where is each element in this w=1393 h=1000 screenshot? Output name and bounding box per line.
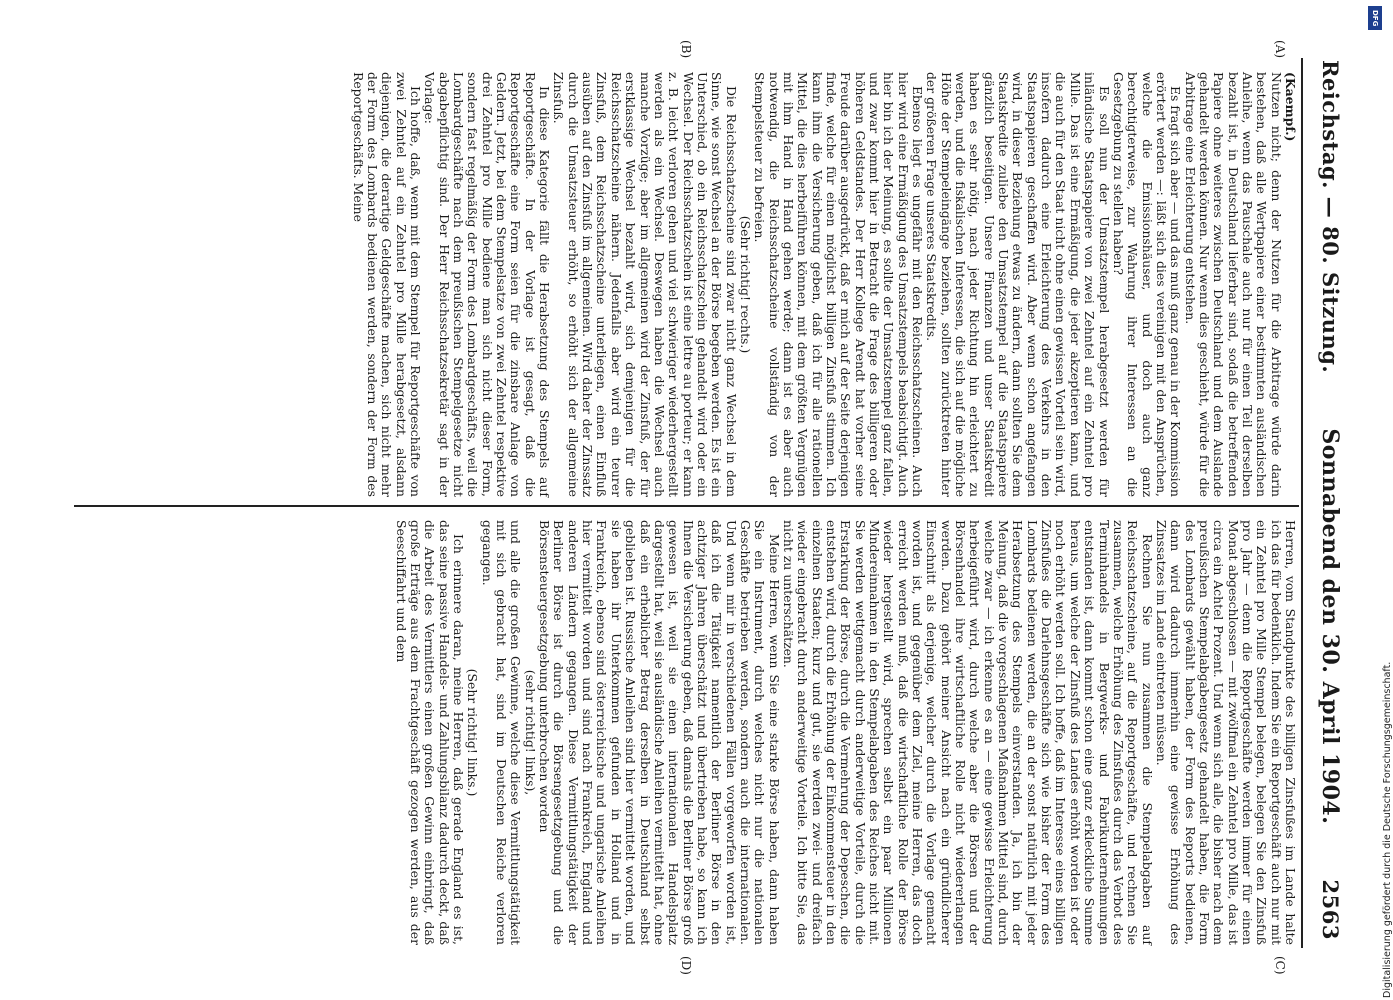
header-date: Sonnabend den 30. April 1904. <box>1317 428 1343 825</box>
paragraph: Ich erinnere daran, meine Herren, daß gerade England es ist, das seine passive Handels- und Zahlungsbilanz dadurch deckt, daß die Arbeit des Vermittlers einen großen Gewinn einbringt, daß große Erträge aus dem Frachtgeschäft gezogen werden, aus der Seeschiffahrt und dem <box>393 520 467 945</box>
paragraph: Rechnen Sie nun zusammen die Stempelabgaben auf Reichsschatzscheine, auf die Reportgeschäfte, und rechnen Sie zusammen, welche Erhöhung des Zinsfußes durch das Verbot des Terminhandels in Bergwerks- und Fabrikunternehmungen entstanden ist, dann kommt schon eine ganz erkleckliche Summe heraus, um welche der Zinsfuß des Landes erhöht worden ist oder noch erhöht werden soll. Ich hoffe, daß im Interesse eines billigen Zinsfußes die Darlehnsgeschäfte sich wie bisher der Form des Lombards bedienen werden, die an der sonst natürlich mit jeder Herabsetzung des Stempels einverstanden. Ja, ich bin der Meinung, daß die vorgeschlagenen Maßnahmen Mittel sind, durch welche zwar — ich erkenne es an — eine gewisse Erleichterung herbeigeführt wird, durch welche aber die Börsen und der Börsenhandel ihre wirtschaftliche Rolle nicht wiedererlangen werden. Dazu gehört meiner Ansicht nach ein gründlicherer Einschnitt als derjenige, welcher durch die Vorlage gemacht worden ist, und gegenüber dem Ziel, meine Herren, das doch erreicht werden muß, daß die wirtschaftliche Rolle der Börse wieder hergestellt wird, sprechen selbst ein paar Millionen Mindereinnahmen in den Stempelabgaben des Reiches nicht mit. Sie werden wettgemacht durch anderweitige Vorteile, durch die Erstarkung der Börse, durch die Vermehrung der Depeschen, die entstehen wird, durch die Erhöhung der Einkommensteuer in den einzelnen Staaten; kurz und gut, sie werden zwei- und dreifach wieder eingebracht durch anderweitige Vorteile. Ich bitte Sie, das nicht zu unterschätzen. <box>780 520 1155 945</box>
margin-mark-d: (D) <box>679 956 693 975</box>
right-column <box>82 520 1297 945</box>
paragraph: Es fragt sich aber — und das muß ganz genau in der Kommission erörtert werden —: läßt sich dies vereinigen mit den Ansprüchen, welche die Emissionshäuser, und doch auch ganz berechtigterweise, zur Wahrung ihrer Interessen an die Gesetzgebung zu stellen haben? <box>1110 72 1184 497</box>
paragraph: Es soll nun der Umsatzstempel herabgesetzt werden für inländische Staatspapiere von zwei Zehntel auf ein Zehntel pro Mille. Das ist eine Ermäßigung, die jeder akzeptieren kann, und die auch für den Staat nicht ohne einen gewissen Vorteil sein wird, insofern dadurch eine Erleichterung des Verkehrs in den Staatspapieren geschaffen wird. Aber wenn schon angefangen wird, in dieser Beziehung etwas zu ändern, dann sollten Sie dem Staatskredite zuliebe den Umsatzstempel auf die Staatspapiere gänzlich beseitigen. Unsere Finanzen und unser Staatskredit haben es sehr nötig, nach jeder Richtung hin erleichtert zu werden, und die fiskalischen Interessen, die sich auf die mögliche Höhe der Stempeleingänge beziehen, sollten zurücktreten hinter der größeren Frage unseres Staatskredits. <box>924 72 1112 497</box>
margin-mark-b: (B) <box>679 40 693 59</box>
paragraph: In diese Kategorie fällt die Herabsetzung des Stempels auf Reportgeschäfte. In der Vorlage ist gesagt, daß die Reportgeschäfte eine Form seien für die zinsbare Anlage von Geldern. Jetzt, bei dem Stempelsatze von zwei Zehntel respektive drei Zehntel pro Mille bediene man sich nicht dieser Form, sondern fast regelmäßig der Form des Lombardgeschäfts, weil die Lombardgeschäfte nach dem preußischen Stempelgesetze nicht abgabepflichtig sind. Der Herr Reichsschatzsekretär sagt in der Vorlage: <box>422 72 553 497</box>
paragraph: Ebenso liegt es ungefähr mit den Reichsschatzscheinen. Auch hier wird eine Ermäßigung des Umsatzstempels beabsichtigt. Auch hier bin ich der Meinung, es sollte der Umsatzstempel ganz fallen, und zwar kommt hier in Betracht die Frage des billigeren oder höheren Geldstandes. Der Herr Kollege Arendt hat vorher seine Freude darüber ausgedrückt, daß er mich auf der Seite derjenigen finde, welche für einen möglichst billigen Zinsfuß stimmen. Ich kann ihm die Versicherung geben, daß ich für alle rationellen Mittel, die dies herbeiführen können, mit dem größten Vergnügen mit ihm Hand in Hand gehen werde; dann ist es aber auch notwendig, die Reichsschatzscheine vollständig von der Stempelsteuer zu befreien. <box>752 72 926 497</box>
digitisation-credit <box>1368 8 1393 1000</box>
page-header <box>1303 60 1343 940</box>
paragraph: Herren, vom Standpunkte des billigen Zinsfußes im Lande halte ich das für bedenklich. Indem Sie ein Reportgeschäft auch nur mit ein Zehntel pro Mille Stempel belegen, belegen Sie den Zinsfuß pro Jahr — denn die Reportgeschäfte werden immer für einen Monat abgeschlossen — mit zwölfmal ein Zehntel pro Mille, das ist circa ein Achtel Prozent. Und wenn sich alle, die bisher nach dem preußischen Stempelabgabengesetz gehandelt haben, die Form des Lombards gewählt haben, der Form des Reports bedienen, dann wird dadurch immerhin eine gewisse Erhöhung des Zinssatzes im Lande eintreten müssen. <box>1153 520 1298 945</box>
dfg-logo-text: DFG <box>1371 9 1379 27</box>
margin-mark-a: (A) <box>1273 40 1287 59</box>
margin-mark-c: (C) <box>1273 956 1287 975</box>
column-divider <box>74 505 1299 507</box>
speaker-name: (Kaempf.) <box>1283 72 1298 142</box>
paragraph: und alle die großen Gewinne, welche diese Vermittlungstätigkeit mit sich gebracht hat, sind im Deutschen Reiche verloren gegangen. <box>479 520 524 945</box>
page-number: 2563 <box>1318 879 1343 940</box>
left-column <box>82 72 1297 497</box>
header-rule <box>1301 58 1303 948</box>
paragraph: Ich hoffe, daß, wenn mit dem Stempel für Reportgeschäfte von zwei Zehntel auf ein Zehntel pro Mille herabgesetzt, alsdann diejenigen, die derartige Geldgeschäfte machen, sich nicht mehr der Form des Lombards bedienen werden, sondern der Form des Reportgeschäfts. Meine <box>350 72 424 497</box>
paragraph: Meine Herren, wenn Sie eine starke Börse haben, dann haben Sie ein Instrument, durch welches nicht nur die nationalen Geschäfte betrieben werden, sondern auch die internationalen. Und wenn mir in verschiedenen Fällen vorgeworfen worden ist, daß ich die Tätigkeit namentlich der Berliner Börse in den achtziger Jahren überschätzt und übertrieben habe, so kann ich Ihnen die Versicherung geben, daß damals die Berliner Börse groß gewesen ist, weil sie einen internationalen Handelsplatz dargestellt hat, weil sie ausländische Anleihen vermittelt hat, ohne daß ein erheblicher Betrag derselben in Deutschland selbst geblieben ist. Russische Anleihen sind hier vermittelt worden, und sie haben ihr Unterkommen gefunden in Holland und in Frankreich, ebenso sind österreichische und ungarische Anleihen hier vermittelt worden und sind nach Frankreich, England und anderen Ländern gegangen. Diese Vermittlungstätigkeit der Berliner Börse ist durch die Börsengesetzgebung und die Börsensteuergesetzgebung unterbrochen worden <box>537 520 782 945</box>
header-chamber: Reichstag. — 80. Sitzung. <box>1318 60 1343 374</box>
applause-note: (Sehr richtig! rechts.) <box>737 215 753 354</box>
paragraph: Nutzen nicht; denn der Nutzen für die Arbitrage würde darin bestehen, daß alle Wertpapiere einer bestimmten ausländischen Anleihe, wenn das Pauschale auch nur für einen Teil derselben bezahlt ist, in Deutschland lieferbar sind, sodaß die betreffenden Papiere ohne weiteres zwischen Deutschland und dem Auslande gehandelt werden können. Nur wenn dies geschieht, würde für die Arbitrage eine Erleichterung entstehen. <box>1182 72 1284 497</box>
paragraph: Die Reichsschatzscheine sind zwar nicht ganz Wechsel in dem Sinne, wie sonst Wechsel an der Börse begeben werden. Es ist ein Unterschied, ob ein Reichsschatzschein gehandelt wird oder ein Wechsel. Der Reichsschatzschein ist eine lettre au porteur; er kann z. B. leicht verloren gehen und viel schwieriger wiederhergestellt werden als ein Wechsel. Deswegen haben die Wechsel auch manche Vorzüge; aber im allgemeinen wird der Zinsfuß, der für erstklassige Wechsel bezahlt wird, sich demjenigen für die Reichsschatzscheine nähern. Jedenfalls aber wird ein teurer Zinsfuß, dem Reichsschatzscheine unterliegen, einen Einfluß ausüben auf den Zinsfuß im allgemeinen. Wird daher der Zinssatz durch die Umsatzsteuer erhöht, so erhöht sich der allgemeine Zinsfuß. <box>551 72 739 497</box>
applause-note: (sehr richtig! links), <box>522 669 538 796</box>
applause-note: (Sehr richtig! links.) <box>465 668 481 797</box>
credit-text: Digitalisierung gefördert durch die Deutsche Forschungsgemeinschaft. <box>1382 661 1393 998</box>
